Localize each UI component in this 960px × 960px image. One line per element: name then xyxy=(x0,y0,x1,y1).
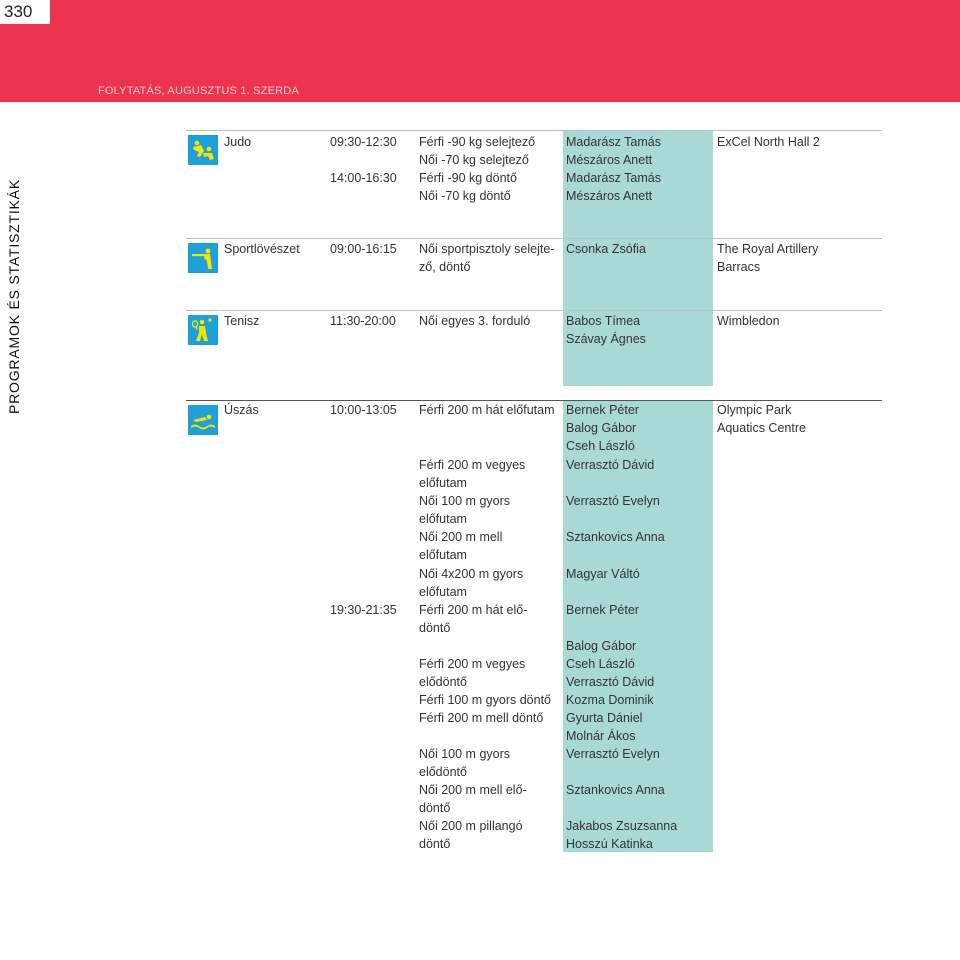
event-line: Női 4x200 m gyors xyxy=(419,567,524,581)
event-line: elődöntő xyxy=(419,675,467,689)
event-line: döntő xyxy=(419,837,451,851)
athlete-name: Madarász Tamás xyxy=(566,135,661,149)
shooting-icon xyxy=(188,243,218,273)
event-line: Férfi 200 m hát előfutam xyxy=(419,403,555,417)
tennis-icon xyxy=(188,315,218,345)
time-tennis: 11:30-20:00 xyxy=(330,314,396,328)
athlete-name: Mészáros Anett xyxy=(566,189,653,203)
rule-judo xyxy=(186,130,882,131)
event-line: Női sportpisztoly selejte- xyxy=(419,242,555,256)
event-line: döntő xyxy=(419,621,451,635)
athlete-name: Hosszú Katinka xyxy=(566,837,653,851)
time-swimming-2: 19:30-21:35 xyxy=(330,603,397,617)
event-line: Férfi 200 m mell döntő xyxy=(419,711,544,725)
athlete-name: Magyar Váltó xyxy=(566,567,640,581)
event-line: Férfi 100 m gyors döntő xyxy=(419,693,552,707)
sport-tennis: Tenisz xyxy=(224,314,260,328)
athlete-name: Babos Tímea xyxy=(566,314,641,328)
venue-judo: ExCel North Hall 2 xyxy=(717,135,820,149)
time-judo-1: 09:30-12:30 xyxy=(330,135,397,149)
venue-line: The Royal Artillery xyxy=(717,242,819,256)
swimming-icon xyxy=(188,405,218,435)
event-line: Férfi 200 m hát elő- xyxy=(419,603,528,617)
athlete-name: Szávay Ágnes xyxy=(566,332,646,346)
judo-icon xyxy=(188,135,218,165)
sport-swimming: Úszás xyxy=(224,403,259,417)
athlete-name: Jakabos Zsuzsanna xyxy=(566,819,678,833)
athlete-name: Mészáros Anett xyxy=(566,153,653,167)
page-number: 330 xyxy=(0,0,50,24)
event-line: döntő xyxy=(419,801,451,815)
athlete-name: Cseh László xyxy=(566,657,635,671)
event-line: Női 200 m pillangó xyxy=(419,819,523,833)
event-line: ző, döntő xyxy=(419,260,471,274)
athlete-name: Verrasztó Dávid xyxy=(566,458,655,472)
event-line: elődöntő xyxy=(419,765,467,779)
athlete-name: Sztankovics Anna xyxy=(566,783,665,797)
athlete-name: Balog Gábor xyxy=(566,639,637,653)
sidebar xyxy=(0,102,32,960)
event-line: Férfi 200 m vegyes xyxy=(419,458,526,472)
athlete-name: Verrasztó Evelyn xyxy=(566,494,660,508)
event-line: Női -70 kg selejtező xyxy=(419,153,529,167)
event-line: előfutam xyxy=(419,476,467,490)
time-swimming-1: 10:00-13:05 xyxy=(330,403,397,417)
sport-judo: Judo xyxy=(224,135,252,149)
athlete-name: Cseh László xyxy=(566,439,635,453)
venue-line: Aquatics Centre xyxy=(717,421,806,435)
sport-shooting: Sportlövészet xyxy=(224,242,300,256)
rule-shooting xyxy=(186,238,882,239)
event-line: előfutam xyxy=(419,585,467,599)
athlete-name: Madarász Tamás xyxy=(566,171,661,185)
rule-tennis xyxy=(186,310,882,311)
venue-line: Barracs xyxy=(717,260,761,274)
venue-tennis: Wimbledon xyxy=(717,314,780,328)
athlete-name: Verrasztó Dávid xyxy=(566,675,655,689)
event-line: Női 200 m mell xyxy=(419,530,503,544)
time-judo-2: 14:00-16:30 xyxy=(330,171,397,185)
event-line: Férfi 200 m vegyes xyxy=(419,657,526,671)
athlete-name: Kozma Dominik xyxy=(566,693,654,707)
sidebar-title: PROGRAMOK ÉS STATISZTIKÁK xyxy=(6,179,22,414)
event-line: Női 100 m gyors xyxy=(419,494,511,508)
event-line: Férfi -90 kg döntő xyxy=(419,171,517,185)
athlete-name: Bernek Péter xyxy=(566,603,639,617)
athlete-name: Bernek Péter xyxy=(566,403,639,417)
athlete-name: Verrasztó Evelyn xyxy=(566,747,660,761)
time-shooting: 09:00-16:15 xyxy=(330,242,397,256)
event-line: Női 200 m mell elő- xyxy=(419,783,527,797)
event-line: előfutam xyxy=(419,512,467,526)
athlete-name: Molnár Ákos xyxy=(566,729,636,743)
athlete-name: Gyurta Dániel xyxy=(566,711,643,725)
athlete-name: Csonka Zsófia xyxy=(566,242,646,256)
event-line: Férfi -90 kg selejtező xyxy=(419,135,536,149)
athlete-name: Sztankovics Anna xyxy=(566,530,665,544)
page-subtitle: FOLYTATÁS, AUGUSZTUS 1. SZERDA xyxy=(98,85,299,97)
event-line: Női egyes 3. forduló xyxy=(419,314,531,328)
event-line: előfutam xyxy=(419,548,467,562)
athlete-name: Balog Gábor xyxy=(566,421,637,435)
venue-line: Olympic Park xyxy=(717,403,792,417)
event-line: Női -70 kg döntő xyxy=(419,189,511,203)
event-line: Női 100 m gyors xyxy=(419,747,511,761)
